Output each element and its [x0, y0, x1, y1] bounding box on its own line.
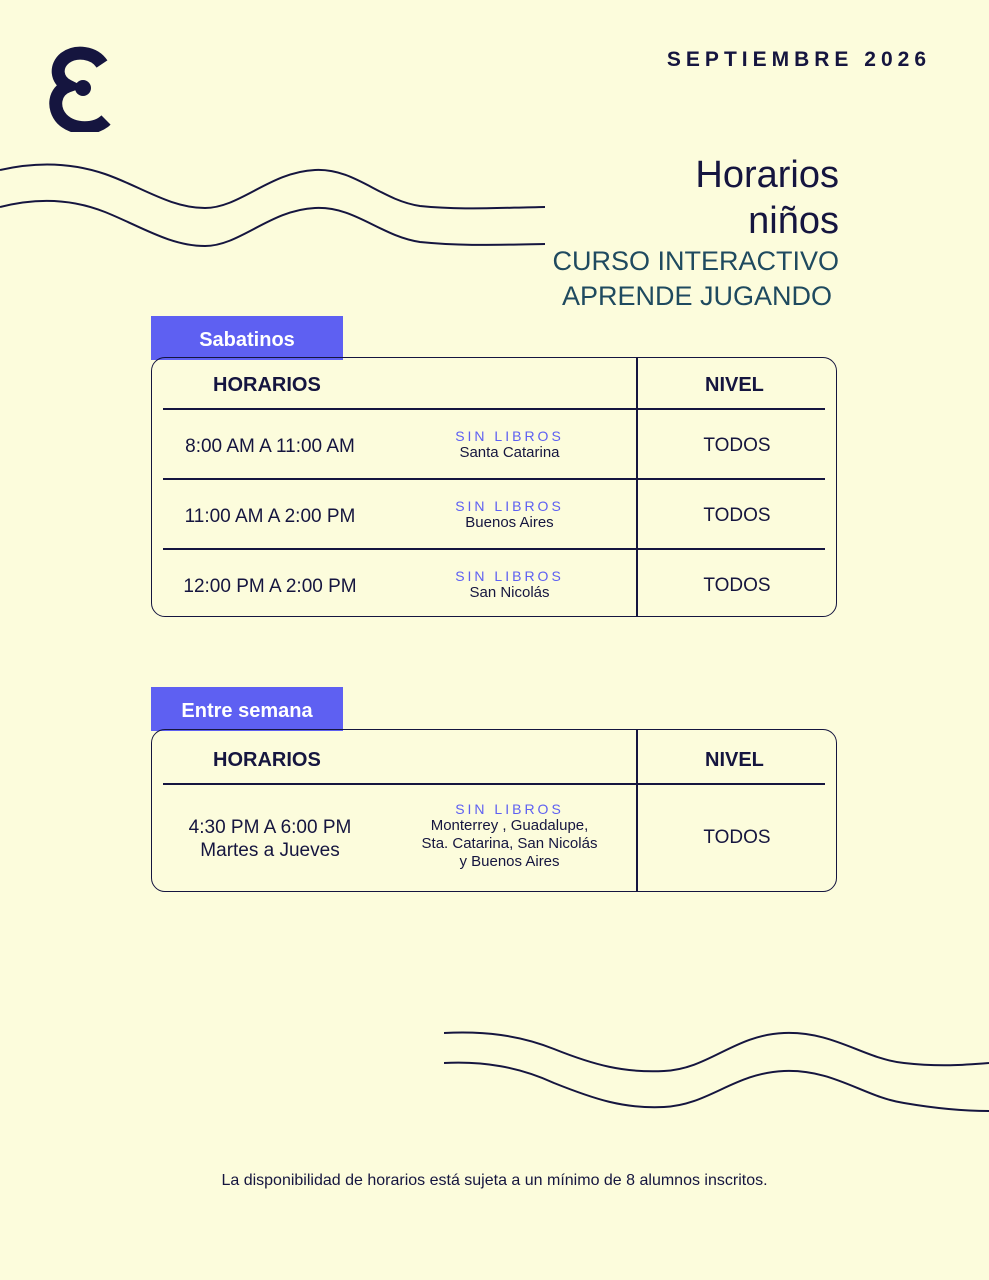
row-level: TODOS	[703, 827, 771, 848]
course-name-line1: CURSO INTERACTIVO	[552, 246, 839, 276]
row-time: 11:00 AM A 2:00 PM	[184, 506, 356, 527]
row-time: 8:00 AM A 11:00 AM	[185, 436, 355, 457]
row-location	[392, 801, 627, 871]
row-time-range: 4:30 PM A 6:00 PM	[188, 817, 352, 838]
location-name: Buenos Aires	[465, 514, 554, 531]
footer-note: La disponibilidad de horarios está sujeta a un mínimo de 8 alumnos inscritos.	[221, 1172, 768, 1189]
row-divider	[163, 783, 825, 785]
row-level: TODOS	[703, 505, 771, 526]
location-name: Santa Catarina	[459, 444, 560, 461]
tag-entre-semana: Entre semana	[151, 687, 343, 731]
location-kind: SIN LIBROS	[455, 568, 564, 584]
row-divider	[163, 408, 825, 410]
row-location	[392, 568, 627, 602]
row-time	[163, 816, 377, 862]
row-location	[392, 428, 627, 462]
location-name: San Nicolás	[469, 584, 550, 601]
header-nivel: NIVEL	[705, 374, 764, 396]
location-name-line2: Sta. Catarina, San Nicolás	[421, 835, 598, 852]
row-divider	[163, 478, 825, 480]
header-nivel: NIVEL	[705, 749, 764, 771]
bottom-wave-decoration	[444, 1025, 989, 1120]
location-name-line3: y Buenos Aires	[459, 853, 560, 870]
row-days: Martes a Jueves	[200, 840, 340, 861]
location-name-line1: Monterrey , Guadalupe,	[430, 817, 589, 834]
row-level: TODOS	[703, 575, 771, 596]
title-block	[552, 152, 839, 314]
header-horarios: HORARIOS	[213, 749, 321, 771]
e-logo-icon	[48, 46, 112, 132]
row-location	[392, 498, 627, 532]
entre-semana-table	[151, 729, 837, 892]
row-level: TODOS	[703, 435, 771, 456]
header-horarios: HORARIOS	[213, 374, 321, 396]
header-date: SEPTIEMBRE 2026	[666, 48, 931, 71]
column-divider	[636, 730, 638, 891]
location-kind: SIN LIBROS	[455, 498, 564, 514]
row-divider	[163, 548, 825, 550]
top-wave-decoration	[0, 160, 545, 255]
location-kind: SIN LIBROS	[455, 428, 564, 444]
course-name-line2: APRENDE JUGANDO	[561, 281, 832, 311]
row-time: 12:00 PM A 2:00 PM	[183, 576, 357, 597]
location-kind: SIN LIBROS	[455, 801, 564, 817]
sabatinos-table	[151, 357, 837, 617]
page-title-line2: niños	[748, 200, 839, 242]
page-title-line1: Horarios	[695, 154, 839, 196]
tag-sabatinos: Sabatinos	[151, 316, 343, 360]
